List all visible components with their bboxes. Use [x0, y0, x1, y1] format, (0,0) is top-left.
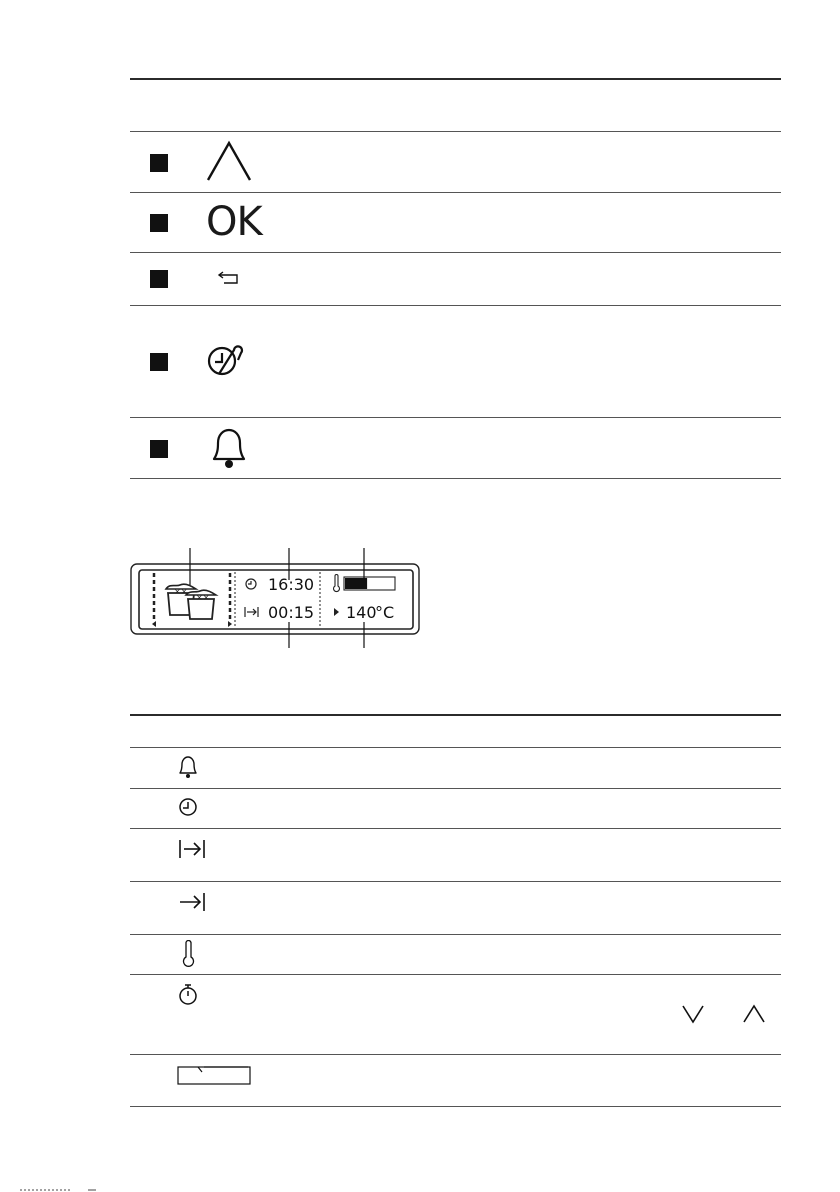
table-header-rule	[130, 747, 781, 748]
table-row-divider	[130, 1054, 781, 1055]
table-row-divider	[130, 828, 781, 829]
page-footer-fragment	[0, 1182, 110, 1192]
ok-icon[interactable]: OK	[206, 199, 262, 245]
callout-leaders	[0, 540, 420, 650]
table-row-divider	[130, 192, 781, 193]
timer-functions-icon[interactable]	[205, 340, 249, 380]
chevron-down-icon	[680, 1003, 706, 1025]
display-time: 16:30	[268, 575, 315, 594]
display-temperature: 140	[346, 603, 377, 622]
heat-up-bar-icon	[176, 1064, 254, 1088]
table-top-rule	[130, 714, 781, 716]
chevron-up-icon	[741, 1003, 767, 1025]
table-row-divider	[130, 252, 781, 253]
number-marker	[150, 353, 168, 371]
table-row-divider	[130, 974, 781, 975]
table-bottom-rule	[130, 1106, 781, 1107]
table-row-divider	[130, 417, 781, 418]
number-marker	[150, 214, 168, 232]
stopwatch-icon	[176, 982, 200, 1010]
svg-text:××: ××	[174, 587, 188, 596]
table-top-rule	[130, 78, 781, 80]
duration-icon	[176, 838, 232, 864]
svg-text:××: ××	[196, 593, 210, 602]
table-row-divider	[130, 788, 781, 789]
number-marker	[150, 270, 168, 288]
display-temperature-unit: °C	[375, 603, 395, 622]
table-row-divider	[130, 934, 781, 935]
back-icon[interactable]	[215, 270, 243, 290]
end-time-icon	[176, 891, 232, 917]
table-bottom-rule	[130, 478, 781, 479]
arrow-up-icon[interactable]	[204, 139, 254, 183]
bell-icon[interactable]	[206, 425, 252, 471]
thermometer-icon	[176, 940, 200, 968]
table-row-divider	[130, 305, 781, 306]
number-marker	[150, 154, 168, 172]
clock-icon	[176, 795, 200, 821]
table-header-rule	[130, 131, 781, 132]
bell-icon	[176, 754, 200, 780]
table-row-divider	[130, 881, 781, 882]
display-duration: 00:15	[268, 603, 315, 622]
number-marker	[150, 440, 168, 458]
